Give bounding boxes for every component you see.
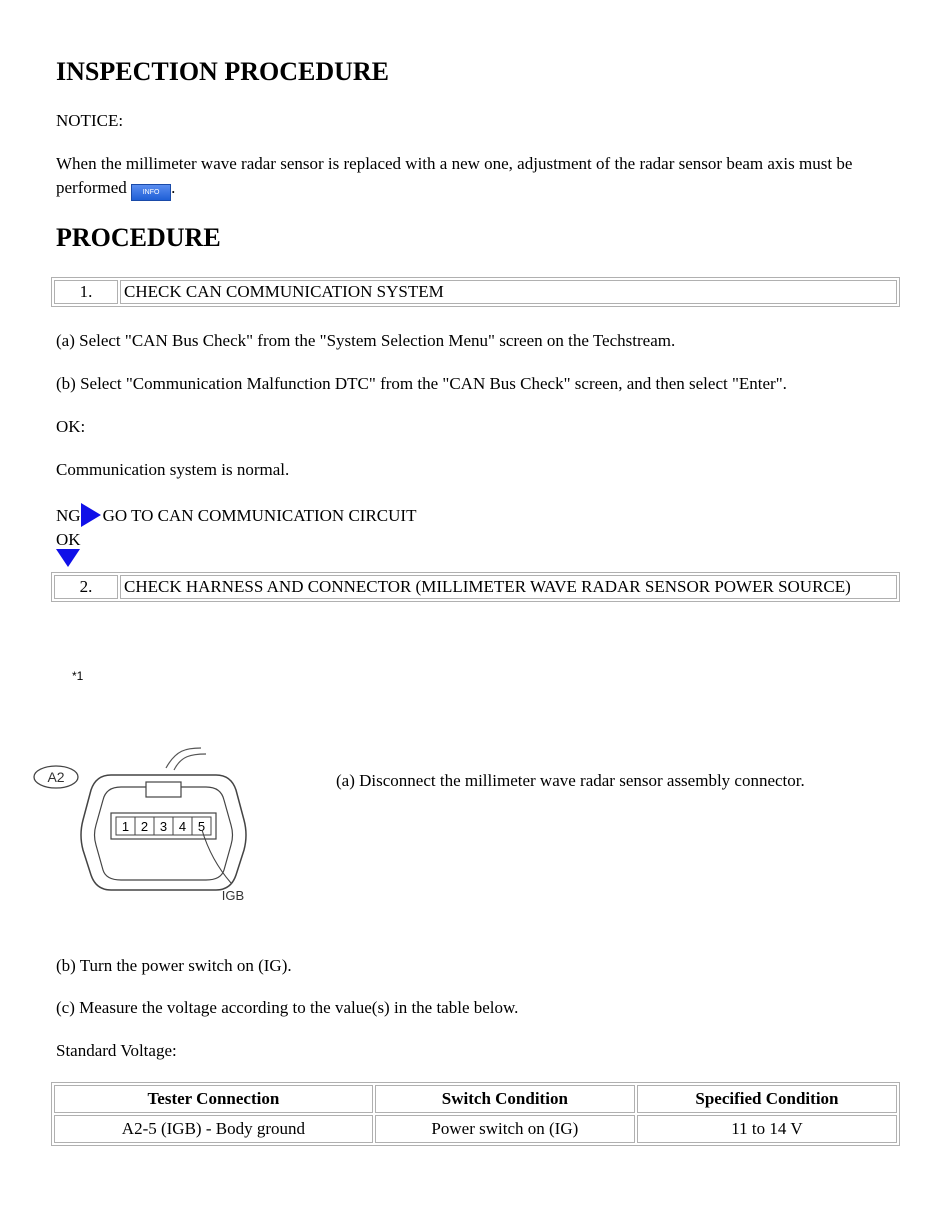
info-icon[interactable]: INFO xyxy=(131,184,171,201)
step-2-title: CHECK HARNESS AND CONNECTOR (MILLIMETER WAVE RADAR SENSOR POWER SOURCE) xyxy=(120,575,897,599)
ok-next-label: OK xyxy=(56,530,81,549)
step-2-instruction-c: (c) Measure the voltage according to the value(s) in the table below. xyxy=(56,998,519,1017)
wire-2 xyxy=(174,754,206,770)
step-1-title: CHECK CAN COMMUNICATION SYSTEM xyxy=(120,280,897,304)
table-header: Switch Condition xyxy=(375,1085,635,1113)
ng-link[interactable]: GO TO CAN COMMUNICATION CIRCUIT xyxy=(102,506,417,525)
standard-voltage-label: Standard Voltage: xyxy=(56,1041,177,1060)
table-cell: Power switch on (IG) xyxy=(375,1115,635,1143)
step-1-instruction-a: (a) Select "CAN Bus Check" from the "System Selection Menu" screen on the Techstream. xyxy=(56,331,676,350)
step-2-instruction-a: (a) Disconnect the millimeter wave radar sensor assembly connector. xyxy=(336,771,805,790)
table-header: Specified Condition xyxy=(637,1085,897,1113)
pin-5: 5 xyxy=(197,819,206,834)
standard-voltage-table xyxy=(51,1082,900,1146)
arrow-down-icon[interactable] xyxy=(56,549,80,567)
connector-tag-label: A2 xyxy=(47,769,65,785)
arrow-right-icon[interactable] xyxy=(81,503,101,527)
table-row xyxy=(54,1115,897,1143)
notice-text: When the millimeter wave radar sensor is replaced with a new one, adjustment of the radar sensor beam axis must be performed INFO . xyxy=(56,152,896,201)
connector-latch xyxy=(146,782,181,797)
pin-row xyxy=(116,817,211,835)
notice-body: When the millimeter wave radar sensor is replaced with a new one, adjustment of the radar sensor beam axis must be performed xyxy=(56,154,853,197)
pin-3: 3 xyxy=(159,819,168,834)
connector-diagram xyxy=(26,740,256,915)
step-1-ok-label: OK: xyxy=(56,417,86,436)
ng-label: NG xyxy=(56,506,81,525)
table-header: Tester Connection xyxy=(54,1085,373,1113)
notice-label: NOTICE: xyxy=(56,111,124,130)
heading-inspection-procedure: INSPECTION PROCEDURE xyxy=(56,57,389,86)
step-1-instruction-b: (b) Select "Communication Malfunction DTC" from the "CAN Bus Check" screen, and then select "Enter". xyxy=(56,374,787,393)
table-cell: 11 to 14 V xyxy=(637,1115,897,1143)
pin-2: 2 xyxy=(140,819,149,834)
ng-row xyxy=(56,503,416,528)
pin-1: 1 xyxy=(121,819,130,834)
step-1-ok-text: Communication system is normal. xyxy=(56,460,290,479)
step-2-header xyxy=(51,572,900,602)
connector-tag xyxy=(34,766,78,788)
table-header-row xyxy=(54,1085,897,1113)
step-1-header xyxy=(51,277,900,307)
step-1-number: 1. xyxy=(54,280,118,304)
pin-4: 4 xyxy=(178,819,187,834)
callout-label: *1 xyxy=(72,669,84,683)
pin-label-igb: IGB xyxy=(221,888,245,903)
heading-procedure: PROCEDURE xyxy=(56,223,221,252)
table-cell: A2-5 (IGB) - Body ground xyxy=(54,1115,373,1143)
step-2-instruction-b: (b) Turn the power switch on (IG). xyxy=(56,956,292,975)
step-2-number: 2. xyxy=(54,575,118,599)
